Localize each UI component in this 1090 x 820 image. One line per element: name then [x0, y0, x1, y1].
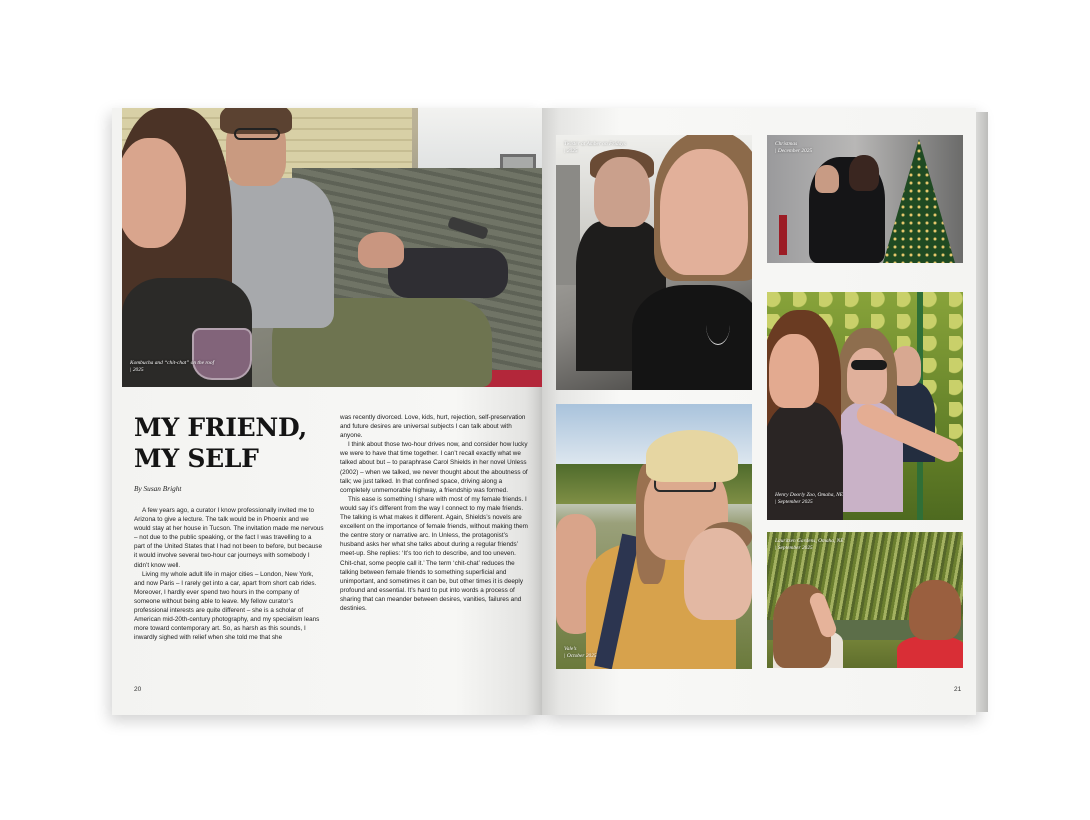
photo-rooftop: [122, 108, 542, 387]
photo-caption: Vale’s | October 2025: [564, 646, 597, 659]
person-face: [684, 528, 752, 620]
person-head: [815, 165, 839, 193]
photo-christmas: [767, 135, 963, 263]
person-head: [849, 155, 879, 191]
selfie-body: [632, 285, 752, 390]
page-number-right: 21: [954, 686, 962, 693]
sunglasses: [851, 360, 887, 370]
reclining-person-body: [388, 248, 508, 298]
photo-caption: Kombucha and “chit-chat” on the roof | 2025: [130, 360, 215, 373]
person-hair: [909, 580, 961, 640]
person-face: [847, 348, 887, 404]
photo-caption: Henry Doorly Zoo, Omaha, NE | September 2025: [775, 492, 843, 505]
article-column-1: [134, 506, 324, 642]
article-column-2: [340, 413, 530, 613]
photo-vales: [556, 404, 752, 669]
article-headline: MY FRIEND, MY SELF: [134, 413, 307, 473]
photo-garden: [767, 532, 963, 668]
person-body: [897, 636, 963, 668]
page-number-left: 20: [134, 686, 142, 693]
person-head: [594, 157, 650, 227]
article-byline: By Susan Bright: [134, 484, 182, 493]
paragraph: was recently divorced. Love, kids, hurt, rejection, self-preservation and future desires are universal subjects I can talk about with anyone.: [340, 414, 526, 440]
paragraph: I think about those two-hour drives now, and consider how lucky we were to have that time together. I can’t recall exactly what we talked about but – to paraphrase Carol Shields in her novel Unless (2002) – when we talked, we never thought about the aboutness of talk; we just talked. In that confined space, driving along a completely unmemorable highway, a friendship was formed.: [340, 441, 528, 494]
page-edge: [976, 112, 988, 712]
necklace: [706, 305, 730, 345]
photo-caption: Twister at Amber on Fridays | 2025: [564, 141, 626, 154]
paragraph: This ease is something I share with most of my female friends. I would say it’s different from the way I connect to my male friends. The talking is what makes it different. Again, Shields’s novels are excellent on the importance of female friends, without making them the centre story or narrative arc. In Unless, the protagonist’s husband asks her what she talks about during a regular friends’ meet-up. She replies: ‘It’s too rich to describe, and too uneven. Chit-chat, some people call it.’ The term ‘chit-chat’ reduces the talking between female friends to something superficial and unimportant, and sometimes it can be, but other times it is deeply profound and essential. It’s hard to put into words a process of sharing that can meander between desires, vanities, failures and destinies.: [340, 495, 528, 612]
paragraph: A few years ago, a curator I know professionally invited me to Arizona to give a lecture. The talk would be in Phoenix and we would stay at her house in Tucson. The invitation made me nervous – not due to the public speaking, or the fact I was travelling to a part of the United States that I had not been to before, but because it would involve several two-hour car journeys with somebody I didn’t know well.: [134, 507, 324, 569]
photo-zoo: [767, 292, 963, 520]
selfie-face: [769, 334, 819, 408]
photo-caption: Christmas | December 2025: [775, 141, 813, 154]
glasses: [234, 128, 280, 140]
reclining-person-head: [358, 232, 404, 268]
selfie-person-face: [122, 138, 186, 248]
paragraph: Living my whole adult life in major cities – London, New York, and now Paris – I rarely get into a car, apart from short cab rides. Moreover, I hardly ever spend two hours in the company of someone without being able to leave. My fellow curator’s professional interests are quite different – she is a scholar of American mid-20th-century photography, and my specialism leans more toward contemporary art. So, as harsh as this sounds, I inwardly sighed with relief when she told me that she: [134, 570, 320, 642]
cap: [646, 430, 738, 482]
photo-ice-selfie: [556, 135, 752, 390]
photo-caption: Lauritzen Gardens, Omaha, NE | September 2025: [775, 538, 844, 551]
selfie-face: [660, 149, 748, 275]
nutcracker: [779, 215, 787, 255]
